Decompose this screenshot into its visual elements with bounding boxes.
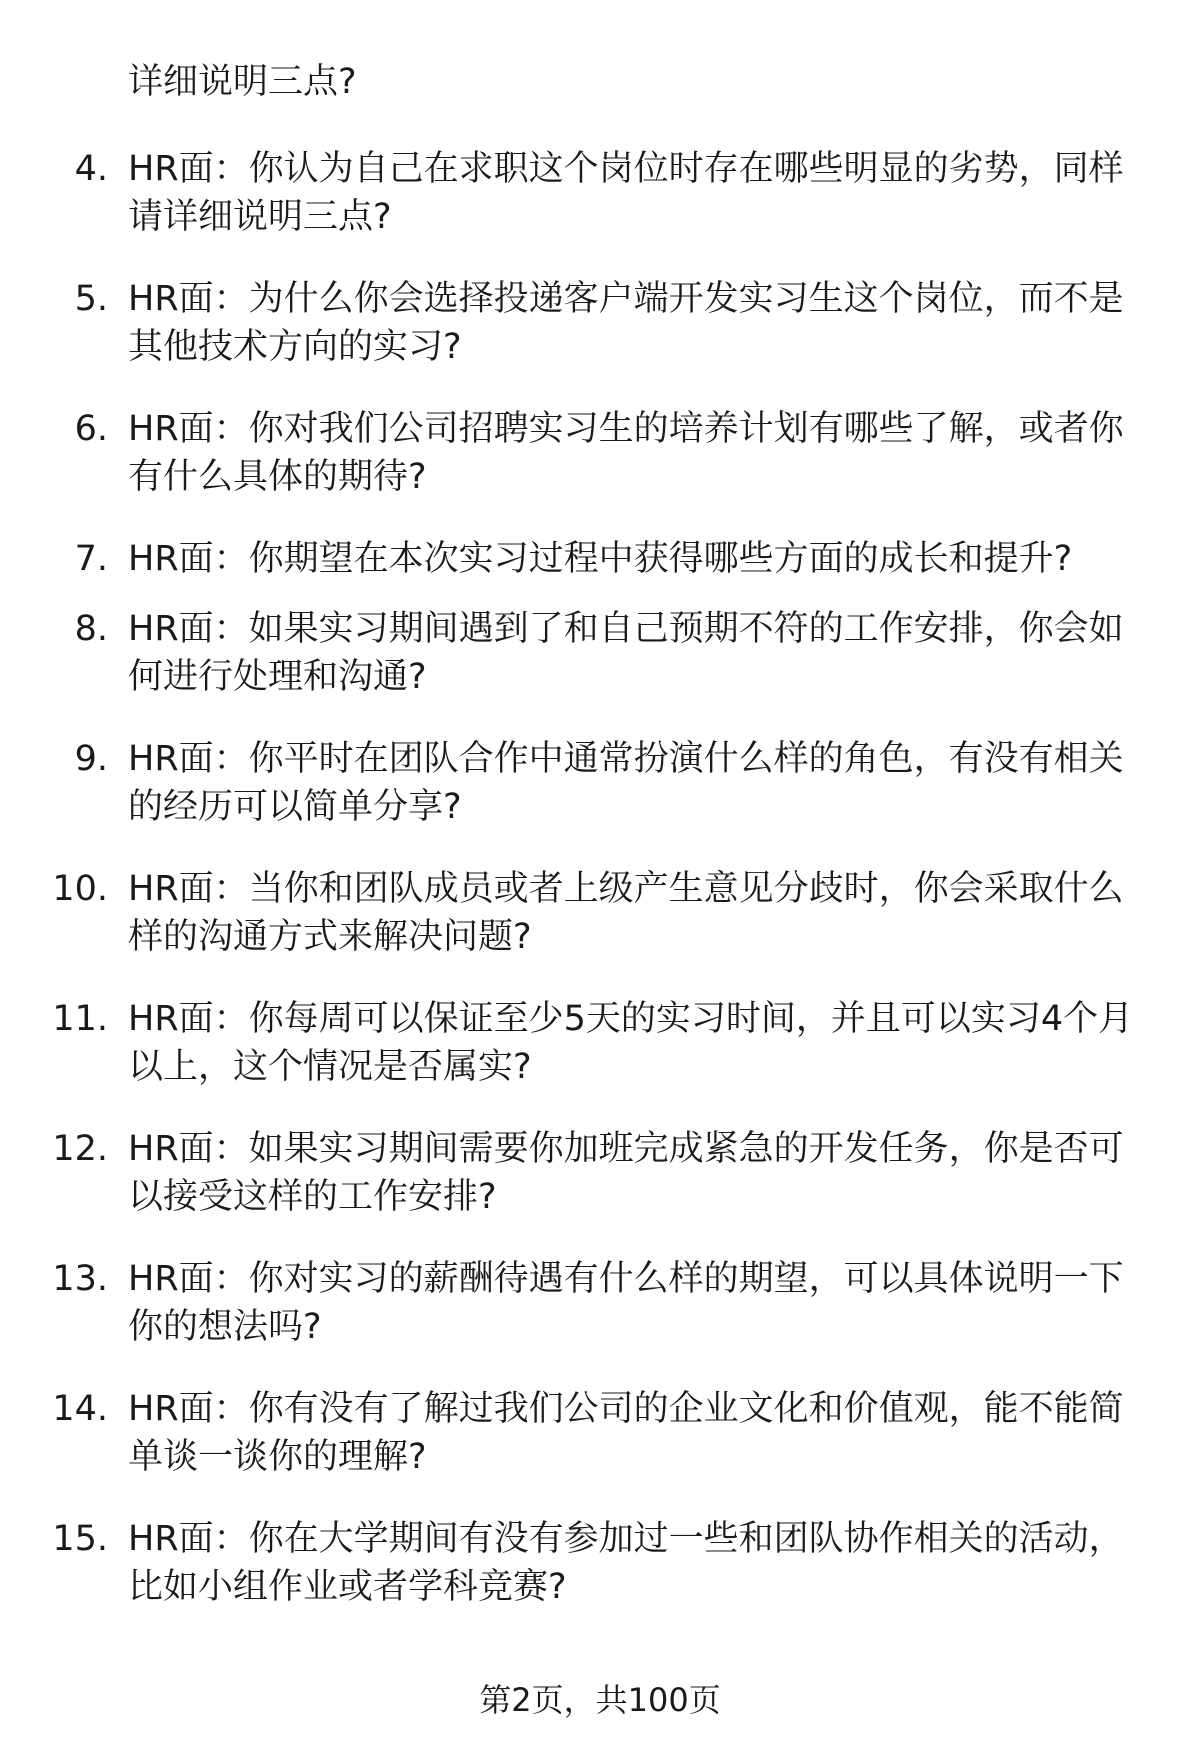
question-number: 11. (52, 999, 108, 1039)
question-number: 10. (52, 869, 108, 909)
question-item (0, 1255, 1200, 1385)
question-text: HR面：你有没有了解过我们公司的企业文化和价值观，能不能简单谈一谈你的理解? (128, 1389, 1124, 1477)
question-number: 6. (74, 409, 108, 449)
question-text: HR面：你在大学期间有没有参加过一些和团队协作相关的活动，比如小组作业或者学科竞赛? (128, 1519, 1124, 1607)
page-footer: 第2页，共100页 (479, 1681, 721, 1719)
question-text: HR面：当你和团队成员或者上级产生意见分歧时，你会采取什么样的沟通方式来解决问题? (128, 869, 1124, 957)
question-item (0, 405, 1200, 535)
question-number: 4. (74, 149, 108, 189)
question-number: 7. (74, 539, 108, 579)
question-item (0, 1515, 1200, 1645)
question-text: HR面：如果实习期间遇到了和自己预期不符的工作安排，你会如何进行处理和沟通? (128, 609, 1124, 697)
question-item (0, 735, 1200, 865)
question-item (0, 605, 1200, 735)
question-text: HR面：你对实习的薪酬待遇有什么样的期望，可以具体说明一下你的想法吗? (128, 1259, 1124, 1347)
question-text: HR面：你每周可以保证至少5天的实习时间，并且可以实习4个月以上，这个情况是否属实? (128, 999, 1134, 1087)
question-text: HR面：你平时在团队合作中通常扮演什么样的角色，有没有相关的经历可以简单分享? (128, 739, 1124, 827)
question-number: 9. (74, 739, 108, 779)
continuation-text: 详细说明三点? (128, 62, 357, 102)
question-number: 15. (52, 1519, 108, 1559)
question-item (0, 535, 1200, 605)
question-number: 5. (74, 279, 108, 319)
question-number: 8. (74, 609, 108, 649)
question-item (0, 1125, 1200, 1255)
question-list (0, 145, 1200, 1645)
question-text: HR面：你认为自己在求职这个岗位时存在哪些明显的劣势，同样请详细说明三点? (128, 149, 1124, 237)
question-text: HR面：如果实习期间需要你加班完成紧急的开发任务，你是否可以接受这样的工作安排? (128, 1129, 1124, 1217)
question-item (0, 995, 1200, 1125)
question-item (0, 865, 1200, 995)
question-number: 13. (52, 1259, 108, 1299)
question-number: 14. (52, 1389, 108, 1429)
question-text: HR面：你对我们公司招聘实习生的培养计划有哪些了解，或者你有什么具体的期待? (128, 409, 1124, 497)
question-text: HR面：你期望在本次实习过程中获得哪些方面的成长和提升? (128, 539, 1073, 579)
question-text: HR面：为什么你会选择投递客户端开发实习生这个岗位，而不是其他技术方向的实习? (128, 279, 1124, 367)
question-number: 12. (52, 1129, 108, 1169)
question-item (0, 1385, 1200, 1515)
question-item (0, 145, 1200, 275)
question-item (0, 275, 1200, 405)
